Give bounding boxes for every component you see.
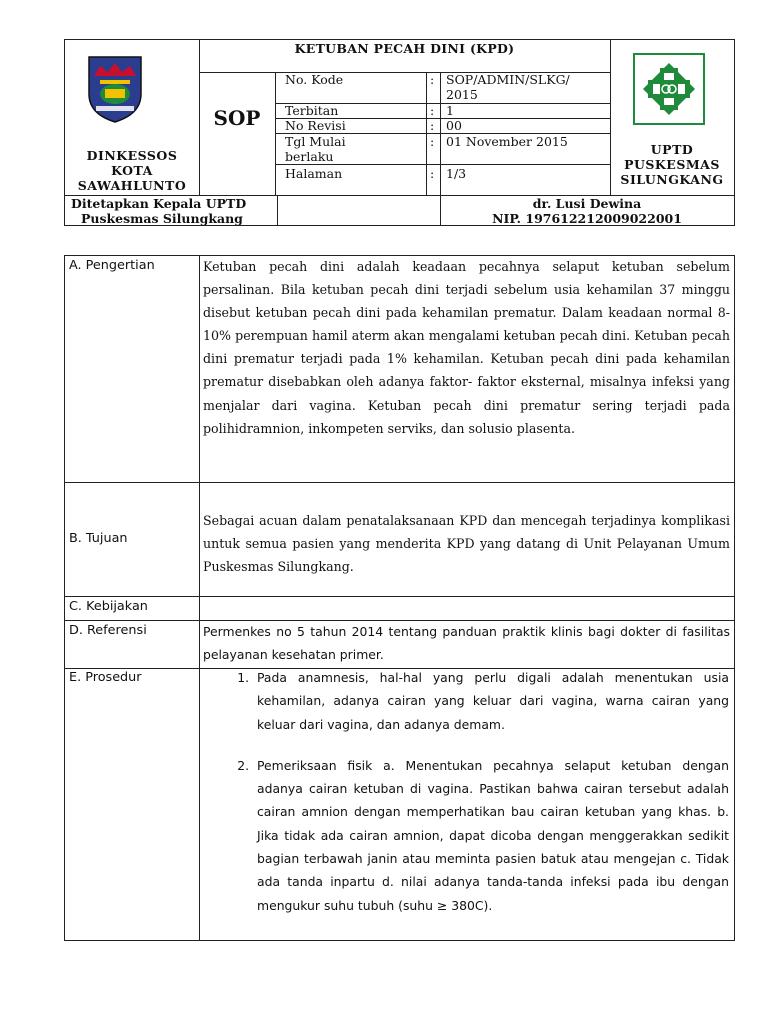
signer-nip: NIP. 197612212009022001 [492,211,682,226]
field-label-no-kode: No. Kode [285,72,344,87]
left-org-line: KOTA [111,163,153,178]
field-value-tgl-mulai: 01 November 2015 [446,134,568,149]
section-label-tujuan: B. Tujuan [69,531,128,546]
section-label-prosedur: E. Prosedur [69,670,142,685]
section-label-referensi: D. Referensi [69,623,147,638]
field-label-tgl-mulai: Tgl Mulai berlaku [285,134,346,164]
procedure-list [213,666,729,917]
field-colon: : [430,103,435,118]
field-value-no-revisi: 00 [446,118,462,133]
sop-label: SOP [213,106,261,130]
ditetapkan-line: Ditetapkan Kepala UPTD [71,196,247,211]
field-label-halaman: Halaman [285,166,343,181]
right-org-line: UPTD [650,142,694,157]
field-value-halaman: 1/3 [446,166,467,181]
puskesmas-logo-icon [633,53,705,125]
document-title: KETUBAN PECAH DINI (KPD) [294,41,515,56]
section-text-pengertian: Ketuban pecah dini adalah keadaan pecahnya selaput ketuban sebelum persalinan. Bila ketuban pecah dini terjadi sebelum usia kehamilan 37 minggu disebut ketuban pecah dini pada kehamilan prematur. Dalam keadaan normal 8-10% perempuan hamil aterm akan mengalami ketuban pecah dini. Ketuban pecah dini prematur terjadi pada 1% kehamilan. Ketuban pecah dini pada kehamilan prematur disebabkan oleh adanya faktor- faktor eksternal, misalnya infeksi yang menjalar dari vagina. Ketuban pecah dini prematur sering terjadi pada polihidramnion, inkompeten serviks, dan solusio plasenta. [203,259,730,436]
right-org-line: SILUNGKANG [620,172,724,187]
right-org-line: PUSKESMAS [624,157,720,172]
ditetapkan-line: Puskesmas Silungkang [81,211,243,226]
section-label-pengertian: A. Pengertian [69,258,155,273]
divider [277,195,278,225]
field-colon: : [430,118,435,133]
procedure-item: 2. Pemeriksaan fisik a. Menentukan pecahnya selaput ketuban dengan adanya cairan ketuban di vagina. Pastikan bahwa cairan tersebut adalah cairan amnion dengan memperhatikan bau cairan ketuban yang khas. b. Jika tidak ada cairan amnion, dapat dicoba dengan menggerakkan sedikit bagian terbawah janin atau meminta pasien batuk atau mengejan c. Tidak ada tanda inpartu d. nilai adanya tanda-tanda infeksi pada ibu dengan mengukur suhu tubuh (suhu ≥ 380C). [253,754,729,917]
signer-name: dr. Lusi Dewina [532,196,642,211]
field-value-terbitan: 1 [446,103,454,118]
field-colon: : [430,72,435,87]
section-label-kebijakan: C. Kebijakan [69,599,148,614]
left-org-line: DINKESSOS [86,148,178,163]
field-label-no-revisi: No Revisi [285,118,346,133]
section-text-tujuan: Sebagai acuan dalam penatalaksanaan KPD dan mencegah terjadinya komplikasi untuk semua pasien yang menderita KPD yang datang di Unit Pelayanan Umum Puskesmas Silungkang. [203,513,730,575]
divider [65,482,734,483]
sop-header-table [64,39,735,226]
divider [199,256,200,940]
divider [275,164,610,165]
field-value-no-kode: SOP/ADMIN/SLKG/ 2015 [446,72,570,102]
field-label-terbitan: Terbitan [285,103,339,118]
left-org-line: SAWAHLUNTO [77,178,187,193]
field-colon: : [430,134,435,149]
procedure-item: 1. Pada anamnesis, hal-hal yang perlu digali adalah menentukan usia kehamilan, adanya cairan yang keluar dari vagina, warna cairan yang keluar dari vagina, dan adanya demam. [253,666,729,736]
sop-content-table [64,255,735,941]
divider [65,596,734,597]
sawahlunto-emblem-icon [86,54,144,124]
field-colon: : [430,166,435,181]
section-text-referensi: Permenkes no 5 tahun 2014 tentang panduan praktik klinis bagi dokter di fasilitas pelayanan kesehatan primer. [203,624,730,663]
